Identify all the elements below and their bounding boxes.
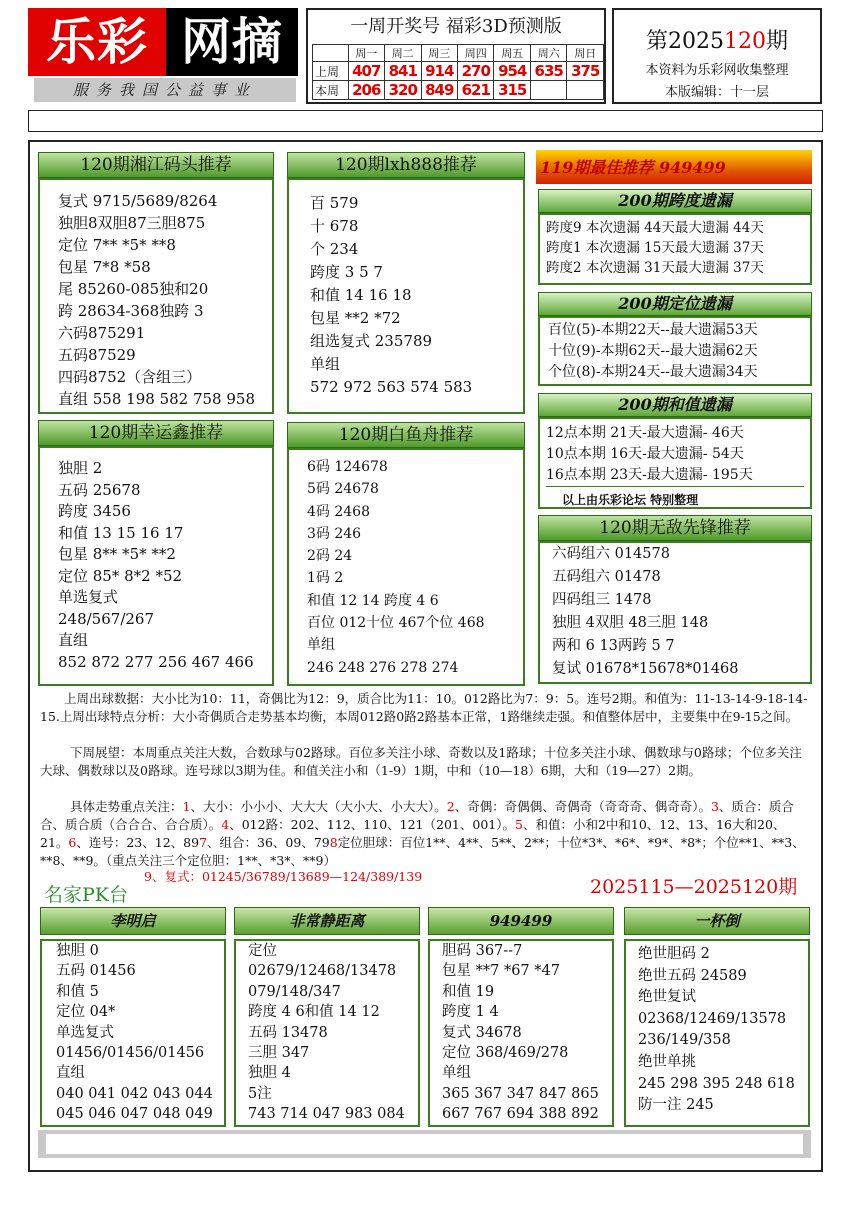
panel-line: 跨度 3 5 7: [310, 263, 383, 281]
panel-line: 尾 85260-085独和20: [58, 280, 209, 298]
draw-number: 849: [421, 81, 457, 100]
panel-line: 定位 85* 8*2 *52: [58, 566, 183, 585]
analysis-compound: 9、复式：01245/36789/13689—124/389/139: [144, 869, 423, 884]
panel-lines: [310, 192, 472, 399]
source-line: 本资料为乐彩网收集整理: [645, 63, 789, 78]
analysis-focus: [40, 798, 810, 870]
panel-title: 120期湘江码头推荐: [38, 152, 274, 178]
pk-line: 02368/12469/13578: [638, 1010, 787, 1027]
wudi-line: 复试 01678*15678*01468: [552, 661, 739, 677]
weekday-header: 周二: [385, 45, 421, 62]
logo: [28, 8, 298, 76]
pk-line: 绝世复试: [638, 989, 696, 1006]
draw-number: 315: [494, 81, 530, 100]
focus-number: 8: [329, 835, 338, 850]
sum-miss-line: 10点本期 16天-最大遗漏- 54天: [546, 446, 744, 462]
panel-line: 跨度 3456: [58, 502, 131, 520]
pk-line: 定位 04*: [56, 1004, 116, 1021]
panel-line: 百位 012十位 467个位 468: [307, 615, 485, 632]
pk-line: 045 046 047 048 049: [56, 1106, 213, 1123]
issue-suffix: 期: [765, 29, 788, 54]
panel-line: 独胆8双胆87三胆875: [58, 214, 206, 232]
panel-line: 852 872 277 256 467 466: [58, 652, 254, 671]
focus-item: 、012路：202、112、110、121（201、001）。: [229, 817, 515, 832]
panel-line: 1码 2: [307, 570, 344, 587]
weekday-header: 周四: [458, 45, 494, 62]
panel-line: 3码 246: [307, 525, 362, 542]
editor-line: 本版编辑：十一层: [664, 85, 769, 100]
draw-number: 375: [567, 62, 604, 81]
draw-number: [567, 81, 604, 100]
draw-number: 841: [385, 62, 421, 81]
panel-line: 六码875291: [58, 324, 146, 342]
draw-number: 914: [421, 62, 457, 81]
panel-title: 120期lxh888推荐: [287, 152, 525, 178]
pk-line: 743 714 047 983 084: [248, 1106, 405, 1123]
focus-number: 1: [182, 799, 191, 814]
pk-expert-lines: [248, 941, 405, 1125]
pk-line: 040 041 042 043 044: [56, 1085, 213, 1102]
position-miss-line: 十位(9)-本期62天--最大遗漏62天: [548, 343, 758, 359]
draw-number: 635: [530, 62, 566, 81]
panel-lines: [307, 456, 485, 679]
focus-number: 3: [710, 799, 719, 814]
focus-number: 5: [514, 817, 523, 832]
panel-line: 4码 2468: [307, 503, 370, 520]
weekday-header: 周五: [494, 45, 530, 62]
pk-line: 01456/01456/01456: [56, 1045, 205, 1062]
pk-line: 和值 19: [442, 983, 495, 1000]
panel-line: 246 248 276 278 274: [307, 659, 459, 676]
panel-line: 包星 7*8 *58: [58, 258, 151, 276]
pk-title: 名家PK台: [44, 884, 128, 906]
panel-title: 120期幸运鑫推荐: [38, 420, 274, 446]
focus-number: 7: [199, 835, 208, 850]
this-week-label: 本周: [313, 81, 349, 100]
pk-expert-name: 非常静距离: [234, 907, 420, 935]
pk-line: 02679/12468/13478: [248, 963, 397, 980]
panel-line: 十 678: [310, 217, 359, 235]
pk-expert-name: 949499: [428, 907, 614, 935]
pk-line: 独胆 0: [56, 943, 99, 959]
ticker-bar: [28, 110, 823, 132]
focus-item: 定位胆球：百位1**、4**、5**、2**；十位*3*、*6*、*9*、*8*；个位**1、**3、**8、**9。（重点关注三个定位胆：1**、*3*、**9）: [40, 835, 805, 868]
pk-line: 防一注 245: [638, 1097, 714, 1114]
last-week-label: 上周: [313, 62, 349, 81]
wudi-title: 120期无敌先锋推荐: [538, 515, 812, 541]
panel-line: 个 234: [310, 240, 359, 258]
focus-number: 4: [221, 817, 230, 832]
pk-line: 667 767 694 388 892: [442, 1106, 599, 1123]
pk-line: 365 367 347 847 865: [442, 1085, 599, 1102]
logo-part1: 乐彩: [28, 8, 166, 76]
footer-inner: [46, 1134, 803, 1154]
span-miss-line: 跨度1 本次遗漏 15天最大遗漏 37天: [546, 240, 764, 256]
draw-table: [312, 44, 604, 100]
panel-line: 独胆 2: [58, 459, 103, 477]
panel-line: 6码 124678: [307, 459, 388, 475]
wudi-line: 六码组六 014578: [552, 546, 670, 562]
panel-line: 5码 24678: [307, 481, 379, 498]
issue-number: 120: [723, 29, 766, 54]
pk-line: 绝世五码 24589: [638, 967, 747, 984]
pk-line: 079/148/347: [248, 983, 341, 1000]
pk-expert-lines: [56, 941, 213, 1125]
logo-part2: 网摘: [166, 8, 298, 76]
pk-expert-lines: [638, 944, 795, 1117]
sum-miss-line: 16点本期 23天-最大遗漏- 195天: [546, 467, 753, 483]
panel-line: 直组: [58, 631, 89, 649]
pk-expert-lines: [442, 941, 599, 1125]
pk-line: 5注: [248, 1085, 272, 1102]
wudi-lines: [552, 543, 739, 681]
draw-title: 一周开奖号 福彩3D预测版: [350, 16, 562, 37]
focus-item: 、质合：质合合、质合质（合合合、合合质）。: [40, 799, 794, 832]
issue-title: [614, 24, 820, 55]
pk-line: 三胆 347: [248, 1045, 310, 1062]
focus-item: 、和值：小和2中和10、12、13、16大和20、21。: [40, 817, 786, 850]
panel-line: 跨 28634-368独跨 3: [58, 302, 204, 320]
pk-line: 单组: [442, 1065, 471, 1082]
analysis-outlook: 下周展望：本周重点关注大数，合数球与02路球。百位多关注小球、奇数以及1路球；十位多关注小球、偶数球与0路球；个位多关注大球、偶数球以及0路球。连号球以3期为佳。和值关注小和（1-9）1期，中和（10—18）6期，大和（19—27）2期。: [40, 745, 802, 778]
sum-miss-line: 12点本期 21天-最大遗漏- 46天: [546, 425, 744, 441]
panel-line: 五码87529: [58, 346, 136, 364]
panel-line: 直组 558 198 582 758 958: [58, 390, 255, 408]
panel-title: 120期白鱼舟推荐: [287, 422, 525, 448]
panel-line: 2码 24: [307, 548, 353, 565]
focus-item: 、奇偶：奇偶偶、奇偶奇（奇奇奇、偶奇奇）。: [454, 799, 711, 814]
panel-line: 单选复式: [58, 588, 119, 606]
wudi-line: 独胆 4双胆 48三胆 148: [552, 615, 709, 631]
wudi-line: 两和 6 13两跨 5 7: [552, 638, 675, 654]
focus-number: 6: [68, 835, 77, 850]
panel-line: 和值 14 16 18: [310, 286, 412, 304]
pk-expert-name: 李明启: [40, 907, 226, 935]
pk-line: 复式 34678: [442, 1024, 522, 1041]
panel-line: 复式 9715/5689/8264: [58, 192, 218, 210]
panel-line: 四码8752（含组三）: [58, 368, 202, 386]
pk-line: 定位 368/469/278: [442, 1045, 569, 1062]
draw-number: 320: [385, 81, 421, 100]
sum-miss-title: 200期和值遗漏: [538, 393, 812, 417]
weekday-header: 周一: [348, 45, 384, 62]
pk-line: 定位: [248, 943, 277, 959]
span-miss-line: 跨度2 本次遗漏 31天最大遗漏 37天: [546, 260, 764, 276]
span-miss-lines: [546, 218, 764, 278]
wudi-line: 五码组六 01478: [552, 569, 661, 585]
pk-line: 跨度 4 6和值 14 12: [248, 1004, 380, 1021]
position-miss-title: 200期定位遗漏: [538, 292, 812, 316]
pk-line: 245 298 395 248 618: [638, 1075, 795, 1092]
panel-line: 五码 25678: [58, 480, 141, 499]
focus-item: 、连号：23、12、89: [76, 835, 200, 850]
draw-number: 954: [494, 62, 530, 81]
panel-line: 572 972 563 574 583: [310, 378, 473, 396]
analysis-last-week: 上周出球数据：大小比为10：11，奇偶比为12：9，质合比为11：10。012路比为7：9：5。连号2期。和值为：11-13-14-9-18-14-15.上周出球特点分析：大小奇偶质合走势基本均衡，本周012路0路2路基本正常，1路继续走强。和值整体居中，主要集中在9-15之间。: [40, 691, 808, 724]
draw-results-box: [306, 8, 606, 104]
panel-line: 组选复式 235789: [310, 332, 433, 350]
position-miss-lines: [548, 320, 758, 383]
pk-range: 2025115—2025120期: [590, 876, 798, 898]
draw-number: 270: [458, 62, 494, 81]
pk-line: 直组: [56, 1065, 85, 1082]
span-miss-title: 200期跨度遗漏: [538, 189, 812, 213]
weekday-header: 周日: [567, 45, 604, 62]
panel-line: 百 579: [310, 194, 359, 212]
divider: [546, 486, 804, 487]
sum-miss-lines: [546, 423, 753, 486]
pk-line: 和值 5: [56, 983, 99, 1000]
position-miss-line: 百位(5)-本期22天--最大遗漏53天: [548, 322, 758, 338]
draw-number: [530, 81, 566, 100]
issue-prefix: 第2025: [645, 29, 724, 54]
panel-line: 单组: [310, 355, 341, 373]
focus-lead: 具体走势重点关注：: [70, 799, 183, 814]
panel-line: 定位 7** *5* **8: [58, 236, 176, 254]
pk-line: 绝世单挑: [638, 1053, 696, 1070]
focus-item: 、组合：36、09、79: [207, 835, 330, 850]
pk-line: 包星 **7 *67 *47: [442, 963, 560, 980]
pk-line: 单选复式: [56, 1024, 114, 1041]
best-recommend-banner: 119期最佳推荐 949499: [536, 150, 812, 184]
panel-lines: [58, 190, 255, 410]
panel-line: 248/567/267: [58, 609, 154, 628]
draw-number: 206: [348, 81, 384, 100]
pk-line: 独胆 4: [248, 1065, 291, 1082]
panel-line: 单组: [307, 637, 335, 654]
focus-item: 、大小：小小小、大大大（大小大、小大大）。: [190, 799, 447, 814]
pk-line: 跨度 1 4: [442, 1004, 499, 1021]
panel-line: 和值 12 14 跨度 4 6: [307, 592, 439, 609]
span-miss-line: 跨度9 本次遗漏 44天最大遗漏 44天: [546, 220, 764, 236]
draw-number: 621: [458, 81, 494, 100]
weekday-header: 周六: [530, 45, 566, 62]
pk-line: 绝世胆码 2: [638, 946, 710, 962]
sum-miss-note: 以上由乐彩论坛 特别整理: [562, 493, 699, 507]
focus-number: 2: [446, 799, 455, 814]
panel-line: 包星 **2 *72: [310, 309, 401, 327]
pk-line: 五码 01456: [56, 963, 136, 980]
slogan: 服务我国公益事业: [34, 78, 296, 102]
wudi-line: 四码组三 1478: [552, 592, 652, 608]
issue-box: [612, 8, 822, 104]
position-miss-line: 个位(8)-本期24天--最大遗漏34天: [548, 364, 758, 380]
pk-line: 五码 13478: [248, 1024, 328, 1041]
pk-expert-name: 一杯倒: [624, 907, 810, 935]
panel-line: 包星 8** *5* **2: [58, 545, 176, 563]
panel-line: 和值 13 15 16 17: [58, 523, 184, 542]
pk-line: 236/149/358: [638, 1032, 731, 1049]
draw-number: 407: [348, 62, 384, 81]
panel-lines: [58, 458, 254, 673]
weekday-header: 周三: [421, 45, 457, 62]
pk-line: 胆码 367--7: [442, 943, 523, 959]
